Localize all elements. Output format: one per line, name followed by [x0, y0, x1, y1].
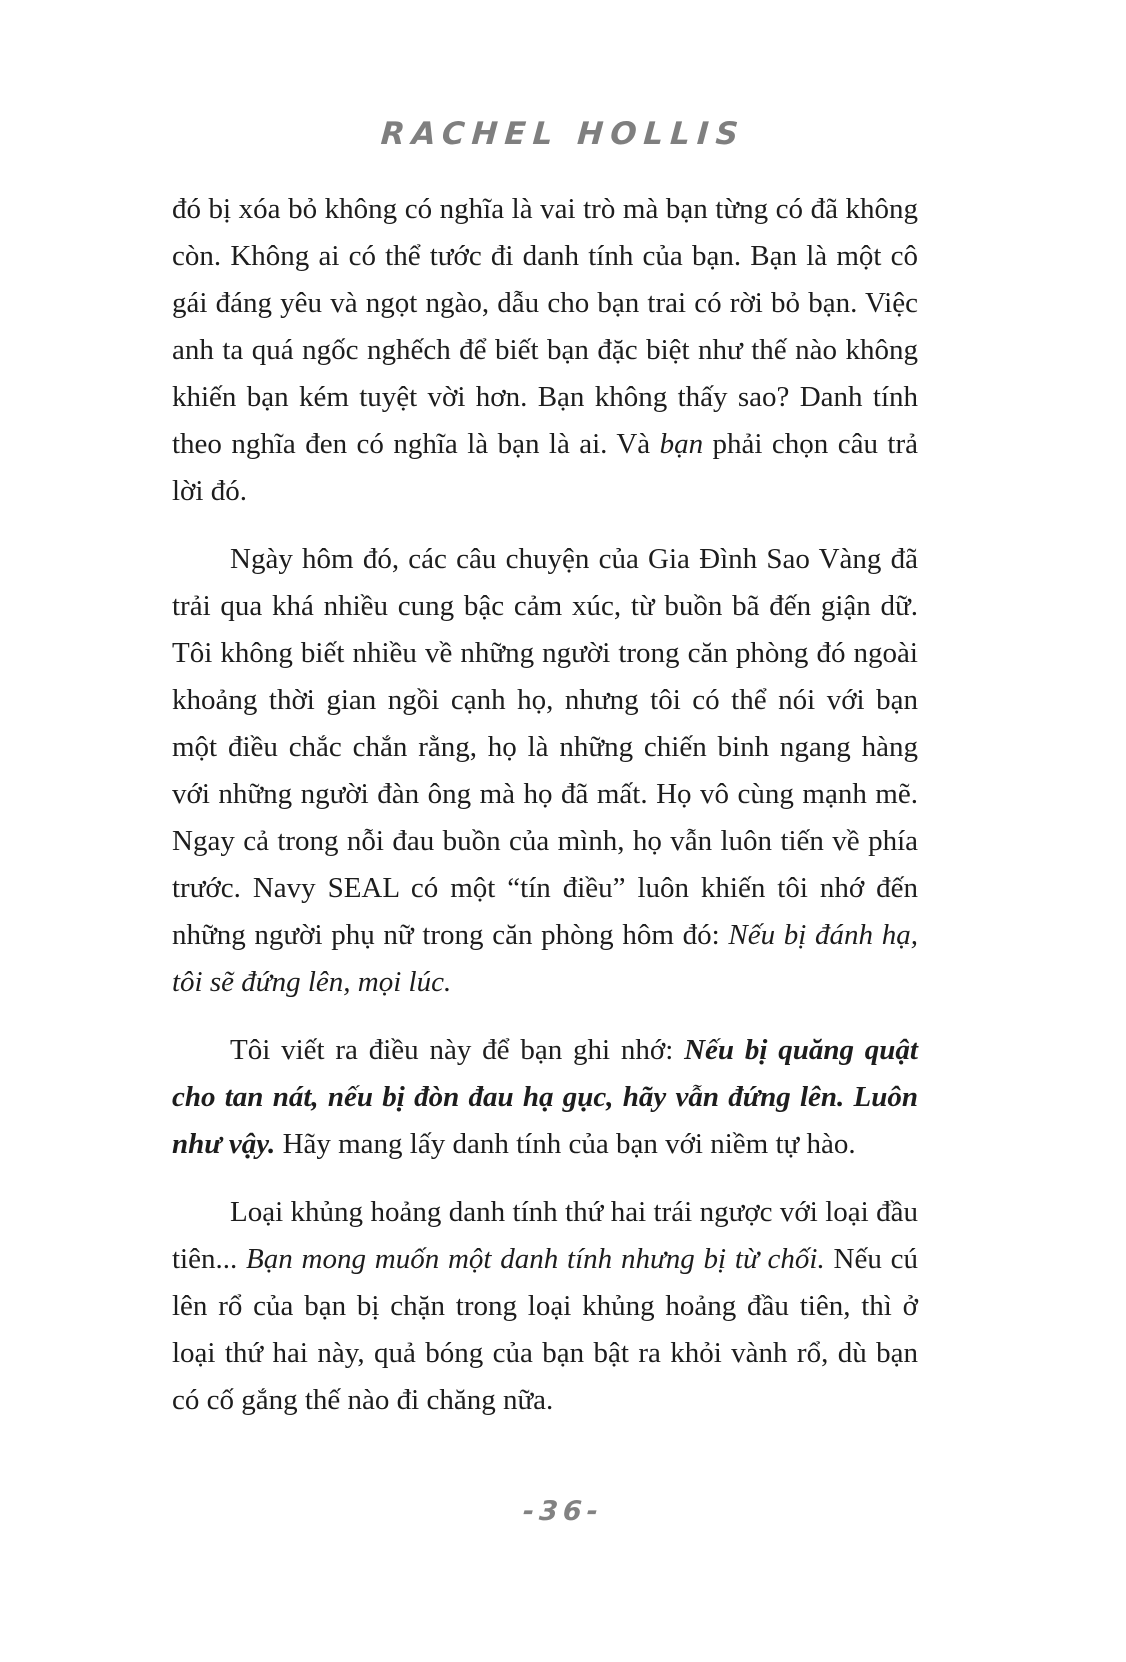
text-run-normal: phải chọn câu trả lời đó.	[172, 428, 918, 507]
text-run-normal: Ngày hôm đó, các câu chuyện của Gia Đình Sao Vàng đã trải qua khá nhiều cung bậc cảm xúc, từ buồn bã đến giận dữ. Tôi không biết nhiều về những người trong căn phòng đó ngoài khoảng thời gian ngồi cạnh họ, nhưng tôi có thể nói với bạn một điều chắc chắn rằng, họ là những chiến binh ngang hàng với những người đàn ông mà họ đã mất. Họ vô cùng mạnh mẽ. Ngay cả trong nỗi đau buồn của mình, họ vẫn luôn tiến về phía trước. Navy SEAL có một “tín điều” luôn khiến tôi nhớ đến những người phụ nữ trong căn phòng hôm đó:	[172, 543, 918, 951]
paragraph	[172, 1027, 918, 1168]
text-run-italic: Bạn mong muốn một danh tính nhưng bị từ chối.	[246, 1243, 825, 1275]
paragraph	[172, 1189, 918, 1424]
text-run-italic: Nếu bị đánh hạ, tôi sẽ đứng lên, mọi lúc.	[172, 919, 918, 998]
running-header: RACHEL HOLLIS	[379, 116, 747, 152]
page-body	[172, 186, 918, 1424]
paragraph	[172, 186, 918, 515]
text-run-bold-italic: Nếu bị quăng quật cho tan nát, nếu bị đòn đau hạ gục, hãy vẫn đứng lên. Luôn như vậy.	[172, 1034, 918, 1160]
text-run-normal: đó bị xóa bỏ không có nghĩa là vai trò mà bạn từng có đã không còn. Không ai có thể tước đi danh tính của bạn. Bạn là một cô gái đáng yêu và ngọt ngào, dẫu cho bạn trai có rời bỏ bạn. Việc anh ta quá ngốc nghếch để biết bạn đặc biệt như thế nào không khiến bạn kém tuyệt vời hơn. Bạn không thấy sao? Danh tính theo nghĩa đen có nghĩa là bạn là ai. Và	[172, 193, 918, 460]
text-run-normal: Nếu cú lên rổ của bạn bị chặn trong loại khủng hoảng đầu tiên, thì ở loại thứ hai này, quả bóng của bạn bật ra khỏi vành rổ, dù bạn có cố gắng thế nào đi chăng nữa.	[172, 1243, 918, 1416]
text-run-italic: bạn	[659, 428, 704, 460]
page-number: -36-	[521, 1496, 605, 1527]
paragraph	[172, 536, 918, 1006]
text-run-normal: Tôi viết ra điều này để bạn ghi nhớ:	[230, 1034, 685, 1066]
text-run-normal: Hãy mang lấy danh tính của bạn với niềm tự hào.	[275, 1128, 856, 1160]
text-run-normal: Loại khủng hoảng danh tính thứ hai trái ngược với loại đầu tiên...	[172, 1196, 918, 1275]
